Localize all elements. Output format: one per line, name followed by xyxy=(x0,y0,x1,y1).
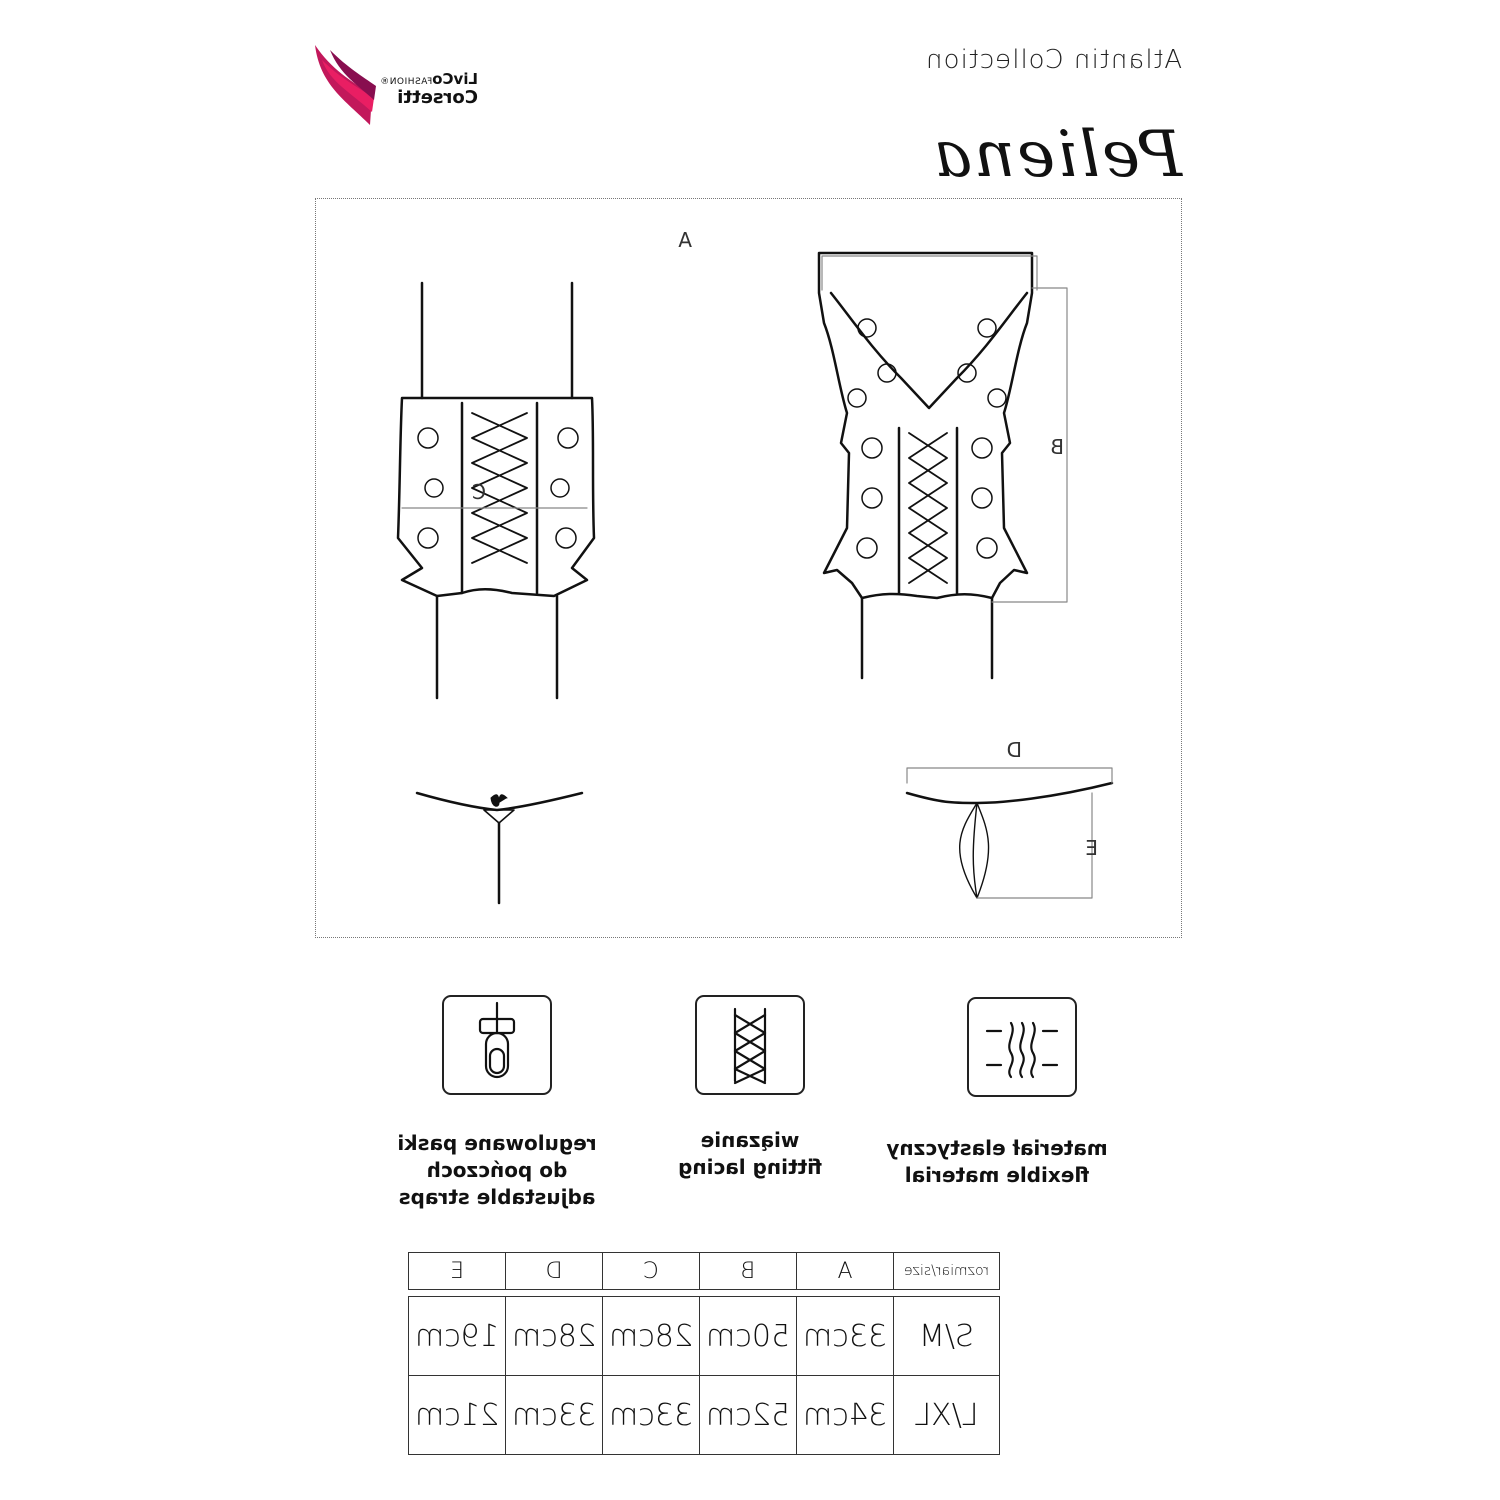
dimension-label-c: C xyxy=(472,480,486,504)
size-table xyxy=(408,1252,1000,1455)
table-row xyxy=(409,1297,1000,1376)
size-table-cell: 28cm xyxy=(603,1297,700,1376)
size-table-cell: 21cm xyxy=(409,1376,506,1455)
size-table-header-size: rozmiar/size xyxy=(894,1253,1000,1290)
brand-logo xyxy=(310,40,490,130)
size-table-cell: 34cm xyxy=(797,1376,894,1455)
garter-strap-icon xyxy=(442,995,552,1095)
feature-elastic-line1: materiał elastyczny xyxy=(886,1136,1108,1160)
size-table-gap xyxy=(409,1290,1000,1297)
technical-drawings xyxy=(315,198,1182,938)
lacing-icon xyxy=(695,995,805,1095)
dimension-label-a: A xyxy=(678,228,692,252)
lacing-icon-graphic xyxy=(697,997,803,1093)
size-table-cell: 52cm xyxy=(700,1376,797,1455)
size-table-header-e: E xyxy=(409,1253,506,1290)
size-table-cell: 33cm xyxy=(797,1297,894,1376)
size-table-header-c: C xyxy=(603,1253,700,1290)
corset-front-drawing xyxy=(819,253,1032,678)
thong-front-drawing xyxy=(907,768,1112,898)
corset-back-drawing xyxy=(398,283,594,698)
feature-elastic-line2: flexible material xyxy=(904,1163,1090,1187)
dimension-label-e: E xyxy=(1085,836,1098,860)
size-table-cell: 33cm xyxy=(603,1376,700,1455)
size-table-cell: L/XL xyxy=(894,1376,1000,1455)
size-table-header-row xyxy=(409,1253,1000,1290)
product-name: Peliena xyxy=(931,118,1182,192)
size-table-cell: S/M xyxy=(894,1297,1000,1376)
feature-straps-line3: adjustable straps xyxy=(398,1185,596,1209)
logo-text-corsetti: Corsetti xyxy=(397,87,478,108)
dimension-label-d: D xyxy=(1006,738,1022,762)
garter-strap-icon-graphic xyxy=(444,997,550,1093)
logo-text-livco: LivCoFASHION® xyxy=(379,70,478,88)
dimension-label-b: B xyxy=(1050,435,1064,459)
size-table-cell: 33cm xyxy=(506,1376,603,1455)
table-row xyxy=(409,1376,1000,1455)
size-table-cell: 50cm xyxy=(700,1297,797,1376)
feature-text-straps xyxy=(372,1130,622,1211)
feature-straps-line2: do pończoch xyxy=(426,1158,568,1182)
feature-straps-line1: regulowane paski xyxy=(397,1131,597,1155)
thong-back-drawing xyxy=(417,793,582,903)
feature-text-elastic xyxy=(872,1135,1122,1189)
elastic-material-icon-graphic xyxy=(969,999,1075,1095)
feature-lacing-line2: fitting lacing xyxy=(678,1155,822,1179)
collection-name: Atlantin Collection xyxy=(925,45,1182,75)
feature-lacing-line1: wiązanie xyxy=(700,1128,800,1152)
feature-text-lacing xyxy=(625,1127,875,1181)
elastic-material-icon xyxy=(967,997,1077,1097)
size-table-header-d: D xyxy=(506,1253,603,1290)
size-table-cell: 19cm xyxy=(409,1297,506,1376)
size-table-cell: 28cm xyxy=(506,1297,603,1376)
size-table-header-a: A xyxy=(797,1253,894,1290)
size-table-header-b: B xyxy=(700,1253,797,1290)
